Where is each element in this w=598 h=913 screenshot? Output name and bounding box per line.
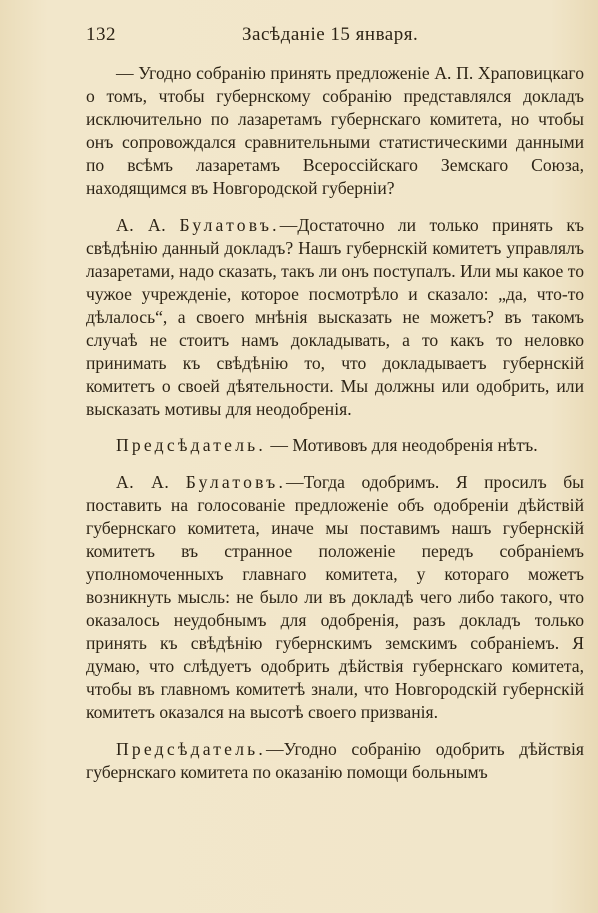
- paragraph: [86, 434, 584, 457]
- page-header: [86, 24, 584, 54]
- speaker-name: Булатовъ.: [185, 471, 287, 492]
- paragraph-text: —Угодно собранію одобрить дѣйствія губернскаго комитета по оказанію помощи больнымъ: [86, 738, 584, 782]
- speaker-name: Предсѣдатель.: [116, 738, 266, 759]
- speaker-name: Предсѣдатель.: [116, 435, 266, 456]
- speaker-initials: А. А.: [116, 471, 170, 492]
- page-number: 132: [86, 24, 116, 45]
- running-title: Засѣданіе 15 января.: [242, 24, 419, 45]
- paragraph: [86, 471, 584, 725]
- paragraph: [86, 738, 584, 784]
- paragraph-text: — Мотивовъ для неодобренія нѣтъ.: [266, 435, 538, 456]
- paragraph-text: —Тогда одобримъ. Я просилъ бы поставить на голосованіе предложеніе объ одобреніи дѣйствій губернскаго комитета, иначе мы поставимъ нашъ губернскій комитетъ въ странное положеніе передъ собраніемъ уполномоченныхъ главнаго комитета, у котораго можетъ возникнуть мысль: не было ли въ докладѣ чего либо такого, что оказалось неудобнымъ для одобренія, разъ докладъ только принять къ свѣдѣнію губернскимъ земскимъ собраніемъ. Я думаю, что слѣдуетъ одобрить дѣйствія губернскаго комитета, чтобы въ главномъ комитетѣ знали, что Новгородскій губернскій комитетъ оказался на высотѣ своего призванія.: [86, 471, 584, 723]
- paragraph: [86, 214, 584, 422]
- paragraph-text: —Достаточно ли только принять къ свѣдѣнію данный докладъ? Нашъ губернскій комитетъ управлялъ лазаретами, надо сказать, такъ ли онъ поступалъ. Или мы какое то чужое учрежденіе, которое посмотрѣло и сказало: „да, что-то дѣлалось“, а своего мнѣнія высказать не можетъ? въ такомъ случаѣ не стоитъ намъ докладывать, а то какъ то неловко принимать къ свѣдѣнію то, что докладываетъ губернскій комитетъ о своей дѣятельности. Мы должны или одобрить, или высказать мотивы для неодобренія.: [86, 214, 584, 420]
- paragraph: [86, 62, 584, 201]
- paragraph-text: — Угодно собранію принять предложеніе А. П. Храповицкаго о томъ, чтобы губернскому собранію представлялся докладъ исключительно по лазаретамъ губернскаго комитета, но чтобы онъ сопровождался сравнительными статистическими данными по всѣмъ лазаретамъ Всероссійскаго Земскаго Союза, находящимся въ Новгородской губерніи?: [86, 63, 584, 199]
- speaker-name: Булатовъ.: [179, 214, 280, 235]
- speaker-initials: А. А.: [116, 214, 167, 235]
